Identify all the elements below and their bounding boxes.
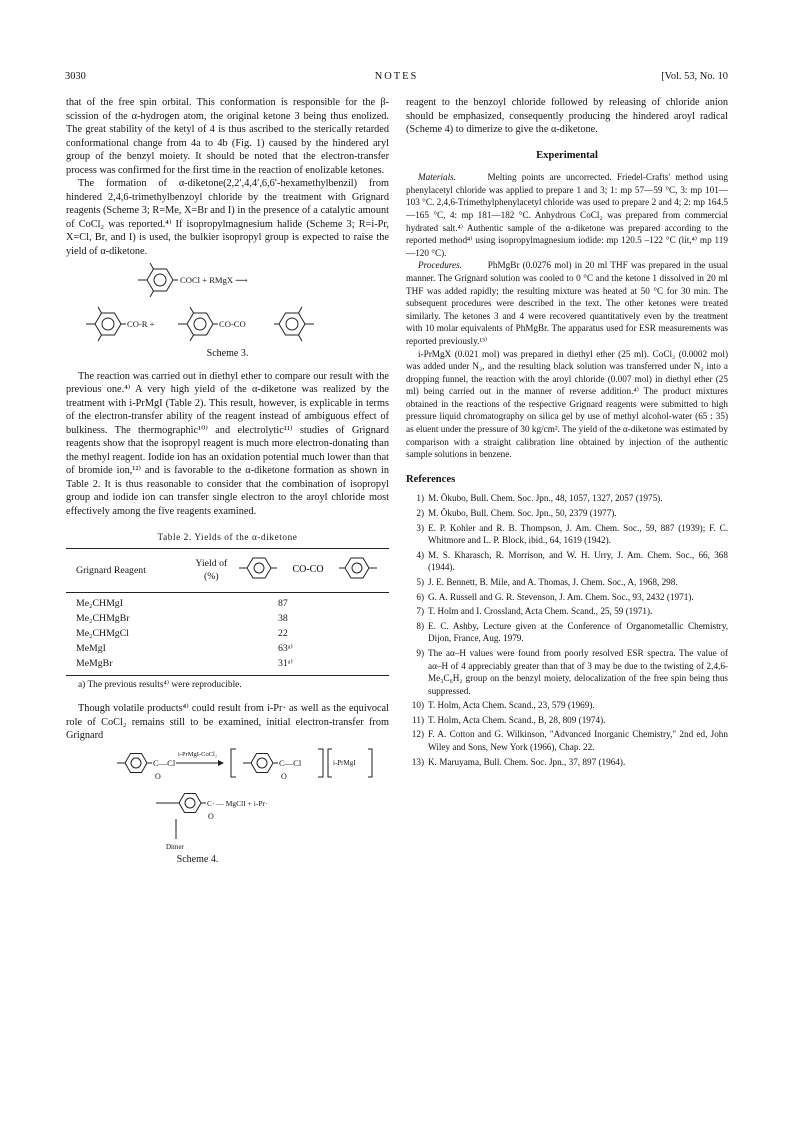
cell-reagent: MeMgBr <box>76 658 113 670</box>
reference-number: 8) <box>416 620 424 631</box>
col-header-yield <box>189 549 234 593</box>
scheme-3-product-diketone: CO-CO <box>219 318 246 329</box>
diketone-label: CO-CO <box>292 564 324 576</box>
reference-item <box>406 576 728 589</box>
table-row <box>66 626 389 641</box>
reference-item <box>406 549 728 574</box>
materials-runin: Materials. <box>418 172 457 183</box>
arrow-head-icon <box>218 760 224 766</box>
table-row <box>66 656 389 675</box>
procedures-text: PhMgBr (0.0276 mol) in 20 ml THF was prepared in the usual manner. The Grignard solution was cooled to 0 °C and the ketone 1 dissolved in 20 ml THF was added rapidly; the resulting mixture was heated at 50 °C for 30 min. The subsequent procedures were described in the text. The other ketones were treated similarly. The ketones 3 and 4 were recovered quantitatively even by the treatment with 10 molar equivalents of PhMgBr. The apparatus used for ESR measurements was reported previously.¹³⁾ <box>406 260 729 346</box>
col-header-reagent: Grignard Reagent <box>76 564 146 576</box>
scheme-4-reagent: i-PrMgI-CoCl₂ <box>178 750 218 758</box>
cell-reagent: Me₂CHMgBr <box>76 612 130 624</box>
table-2 <box>66 548 389 676</box>
table-2-footnote: a) The previous results⁴⁾ were reproducible. <box>78 679 242 690</box>
references-heading: References <box>406 473 456 485</box>
cell-yield: 31ᵃ⁾ <box>277 658 293 670</box>
reference-number: 6) <box>416 591 424 602</box>
reference-number: 3) <box>416 522 424 533</box>
reference-text: M. S. Kharasch, R. Morrison, and W. H. Urry, J. Am. Chem. Soc., 66, 368 (1944). <box>428 549 728 573</box>
reference-text: T. Holm, Acta Chem. Scand., B, 28, 809 (1974). <box>428 714 606 725</box>
reference-text: G. A. Russell and G. R. Stevenson, J. Am. Chem. Soc., 93, 2432 (1971). <box>428 591 694 602</box>
scheme-3-structures <box>66 259 389 351</box>
cell-yield: 38 <box>277 612 288 624</box>
bracket-left <box>231 749 236 777</box>
cell-yield: 22 <box>277 628 288 640</box>
paragraph-reaction-results: The reaction was carried out in diethyl ether to compare our result with the previous one.⁴⁾ A very high yield of the α-diketone was realized by the treatment with i-PrMgI (Table 2). This result, however, is explicable in terms of the electron-transfer ability of the reagent instead of ambiguous effect of bulkiness. The thermographic¹⁰⁾ and electrolytic¹¹⁾ studies of Grignard reagents show that the isopropyl reagent is much more electron-donating than the methyl reagent. Iodide ion has an oxidation potential much lower than that of bromide ion,¹²⁾ and is favorable to the α-diketone formation as shown in Table 2. It is thus reasonable to consider that the combination of isopropyl group and iodide ion can transfer single electron to the aroyl chloride most effectively among the five reagents examined. <box>66 370 389 518</box>
right-column <box>406 96 728 770</box>
reference-item <box>406 699 728 712</box>
table-2-caption: Table 2. Yields of the α-diketone <box>157 531 298 542</box>
mesityl-ring-icon <box>171 793 206 812</box>
reference-number: 2) <box>416 507 424 518</box>
cell-yield: 87 <box>277 597 288 609</box>
reference-text: M. Ōkubo, Bull. Chem. Soc. Jpn., 50, 2379 (1977). <box>428 507 617 518</box>
reference-text: The aα–H values were found from poorly resolved ESR spectra. The value of aα–H of 4 appreciably greater than that of 3 may be due to the twisting of 2,4,6-Me₃C₆H₂ group on the benzyl moiety, delocalization of the free spin being thus suppressed. <box>428 647 728 696</box>
paragraph-iprmgx: i-PrMgX (0.021 mol) was prepared in diethyl ether (25 ml). CoCl₂ (0.0002 mol) was added under N₂, and the resulting black solution was transferred under N₂ into a dropping funnel, the reaction with the aroyl chloride (0.007 mol) in diethyl ether (25 ml) being carried out in the manner of reverse addition.⁴⁾ The product mixtures obtained in the reactions of the respective Grignard reagents were submitted to high pressure liquid chromatography on silica gel by use of methyl alcohol-water (65 : 35) as eluent under the pressure of 30 kg/cm². The yield of the α-diketone was estimated by comparison with a straight calibration line obtained by injection of the authentic sample solutions in benzene. <box>406 348 728 460</box>
reference-number: 10) <box>411 700 424 711</box>
bracket-left-small <box>328 749 332 777</box>
reference-number: 9) <box>416 647 424 658</box>
reference-item <box>406 507 728 520</box>
scheme-4-caption: Scheme 4. <box>176 853 219 865</box>
paragraph-procedures <box>406 259 728 347</box>
scheme-4-radical-anion: C—Cl <box>279 757 302 768</box>
col-header-structure <box>234 549 389 593</box>
references-list <box>406 492 728 768</box>
reference-text: E. C. Ashby, Lecture given at the Conference of Organometallic Chemistry, Dijon, France, Aug. 1979. <box>428 620 728 644</box>
scheme-3-caption: Scheme 3. <box>206 347 249 359</box>
experimental-heading: Experimental <box>536 149 598 161</box>
paragraph-diketone-formation: The formation of α-diketone(2,2′,4,4′,6,6′-hexamethylbenzil) from hindered 2,4,6-trimethylbenzoyl chloride by the treatment with Grignard reagents (Scheme 3; R=Me, X=Br and I) in the presence of a catalytic amount of CoCl₂ was reported.⁴⁾ If isopropylmagnesium halide (Scheme 3; R=i-Pr, X=Cl, Br, and I) is used, the bulkier isopropyl group is expected to raise the yield of α-diketone. <box>66 178 389 258</box>
paragraph-aroyl-radical: reagent to the benzoyl chloride followed by releasing of chloride anion should be emphasized, consequently producing the hindered aroyl radical (Scheme 4) to dimerize to give the α-diketone. <box>406 97 728 136</box>
volume-info: [Vol. 53, No. 10 <box>661 71 728 82</box>
cell-reagent: Me₂CHMgI <box>76 597 123 609</box>
reference-number: 7) <box>416 606 424 617</box>
reference-number: 11) <box>412 714 424 725</box>
reference-item <box>406 728 728 753</box>
reference-text: F. A. Cotton and G. Wilkinson, "Advanced Inorganic Chemistry," 2nd ed, John Wiley and Sons, New York (1966), Chap. 22. <box>428 729 728 753</box>
reference-number: 4) <box>416 549 424 560</box>
reference-item <box>406 620 728 645</box>
bracket-right-small <box>368 749 372 777</box>
reference-item <box>406 492 728 505</box>
scheme-4-dimer: Dimer <box>166 842 184 851</box>
bracket-right <box>318 749 323 777</box>
scheme-3-reactants: COCl + RMgX ⟶ <box>180 274 248 285</box>
mesityl-ring-icon <box>178 307 218 341</box>
paragraph-materials <box>406 171 728 259</box>
table-row <box>66 641 389 656</box>
running-header <box>65 71 728 85</box>
reference-item <box>406 522 728 547</box>
table-row <box>66 611 389 626</box>
table-2-body <box>66 592 389 675</box>
scheme-4 <box>66 745 389 867</box>
materials-text: Melting points are uncorrected. Friedel-Crafts' method using phenylacetyl chloride was applied to prepare 1 and 3; 1: mp 57—59 °C, 3: mp 101—103 °C. 2,4,6-Trimethylphenylacetyl chloride was used to prepare 2 and 4; 2: mp 164.5—165 °C, 4: mp 181—182 °C. Anhydrous CoCl₂ was prepared from commercial hydrated salt.⁴⁾ Authentic sample of the α-diketone was prepared according to the reported method⁴⁾ using isopropylmagnesium iodide: mp 120.5 –122 °C (lit,⁴⁾ mp 119—120 °C). <box>406 172 728 258</box>
scheme-4-oxygen: O <box>155 771 161 781</box>
mesityl-ring-icon <box>86 307 126 341</box>
mesityl-ring-icon <box>243 753 278 772</box>
paragraph-conformation: that of the free spin orbital. This conformation is responsible for the β-scission of the α-hydrogen atom, the original ketone 3 being thus enolized. The great stability of the ketyl of 4 is thus ascribed to the sterically retarded conformational change from 4a to 4b (Fig. 1) caused by the hindered aryl group of the benzyl moiety. It should be noted that the electron-transfer process was confirmed for the first time in the reaction of enolizable ketones. <box>66 97 389 176</box>
reference-text: K. Maruyama, Bull. Chem. Soc. Jpn., 37, 897 (1964). <box>428 756 626 767</box>
col-header-yield-line1: Yield of <box>195 557 228 569</box>
scheme-4-oxygen: O <box>208 811 214 821</box>
reference-item <box>406 605 728 618</box>
scheme-3-product-ketone: CO-R + <box>127 318 155 329</box>
reference-text: T. Holm and I. Crossland, Acta Chem. Scand., 25, 59 (1971). <box>428 606 653 617</box>
reference-item <box>406 756 728 769</box>
scheme-3 <box>66 259 389 367</box>
diketone-structure-icon <box>234 553 384 583</box>
reference-item <box>406 714 728 727</box>
cell-reagent: Me₂CHMgCl <box>76 628 129 640</box>
cell-reagent: MeMgI <box>76 643 106 655</box>
table-row <box>66 592 389 611</box>
reference-number: 1) <box>416 493 424 504</box>
scheme-4-acyl-chloride: C—Cl <box>153 757 176 768</box>
left-column <box>66 96 389 867</box>
mesityl-ring-icon <box>274 307 314 341</box>
col-header-yield-line2: (%) <box>204 571 219 583</box>
table-header-row <box>66 549 389 593</box>
scheme-4-product: C· — MgClI + i-Pr· <box>207 798 268 808</box>
scheme-4-bracket-label: i-PrMgI <box>333 758 356 767</box>
page-number: 3030 <box>65 71 86 82</box>
procedures-runin: Procedures. <box>418 260 462 271</box>
paragraph-volatile-products: Though volatile products⁴⁾ could result from i-Pr· as well as the equivocal role of CoCl₂ remains still to be examined, initial electron-transfer from Grignard <box>66 703 389 742</box>
reference-text: J. E. Bennett, B. Mile, and A. Thomas, J. Chem. Soc., A, 1968, 298. <box>428 576 678 587</box>
mesityl-ring-icon <box>117 753 152 772</box>
mesityl-ring-icon <box>138 263 178 297</box>
scheme-4-oxygen: O <box>281 771 287 781</box>
cell-yield: 63ᵃ⁾ <box>277 643 293 655</box>
reference-text: E. P. Kohler and R. B. Thompson, J. Am. Chem. Soc., 59, 887 (1939); F. C. Whitmore and L. P. Block, ibid., 64, 1619 (1942). <box>428 522 728 546</box>
reference-text: T. Holm, Acta Chem. Scand., 23, 579 (1969). <box>428 700 595 711</box>
reference-number: 13) <box>411 756 424 767</box>
reference-item <box>406 591 728 604</box>
reference-text: M. Ōkubo, Bull. Chem. Soc. Jpn., 48, 1057, 1327, 2057 (1975). <box>428 493 663 504</box>
section-title: NOTES <box>374 71 419 82</box>
reference-item <box>406 647 728 697</box>
reference-number: 5) <box>416 576 424 587</box>
reference-number: 12) <box>411 729 424 740</box>
